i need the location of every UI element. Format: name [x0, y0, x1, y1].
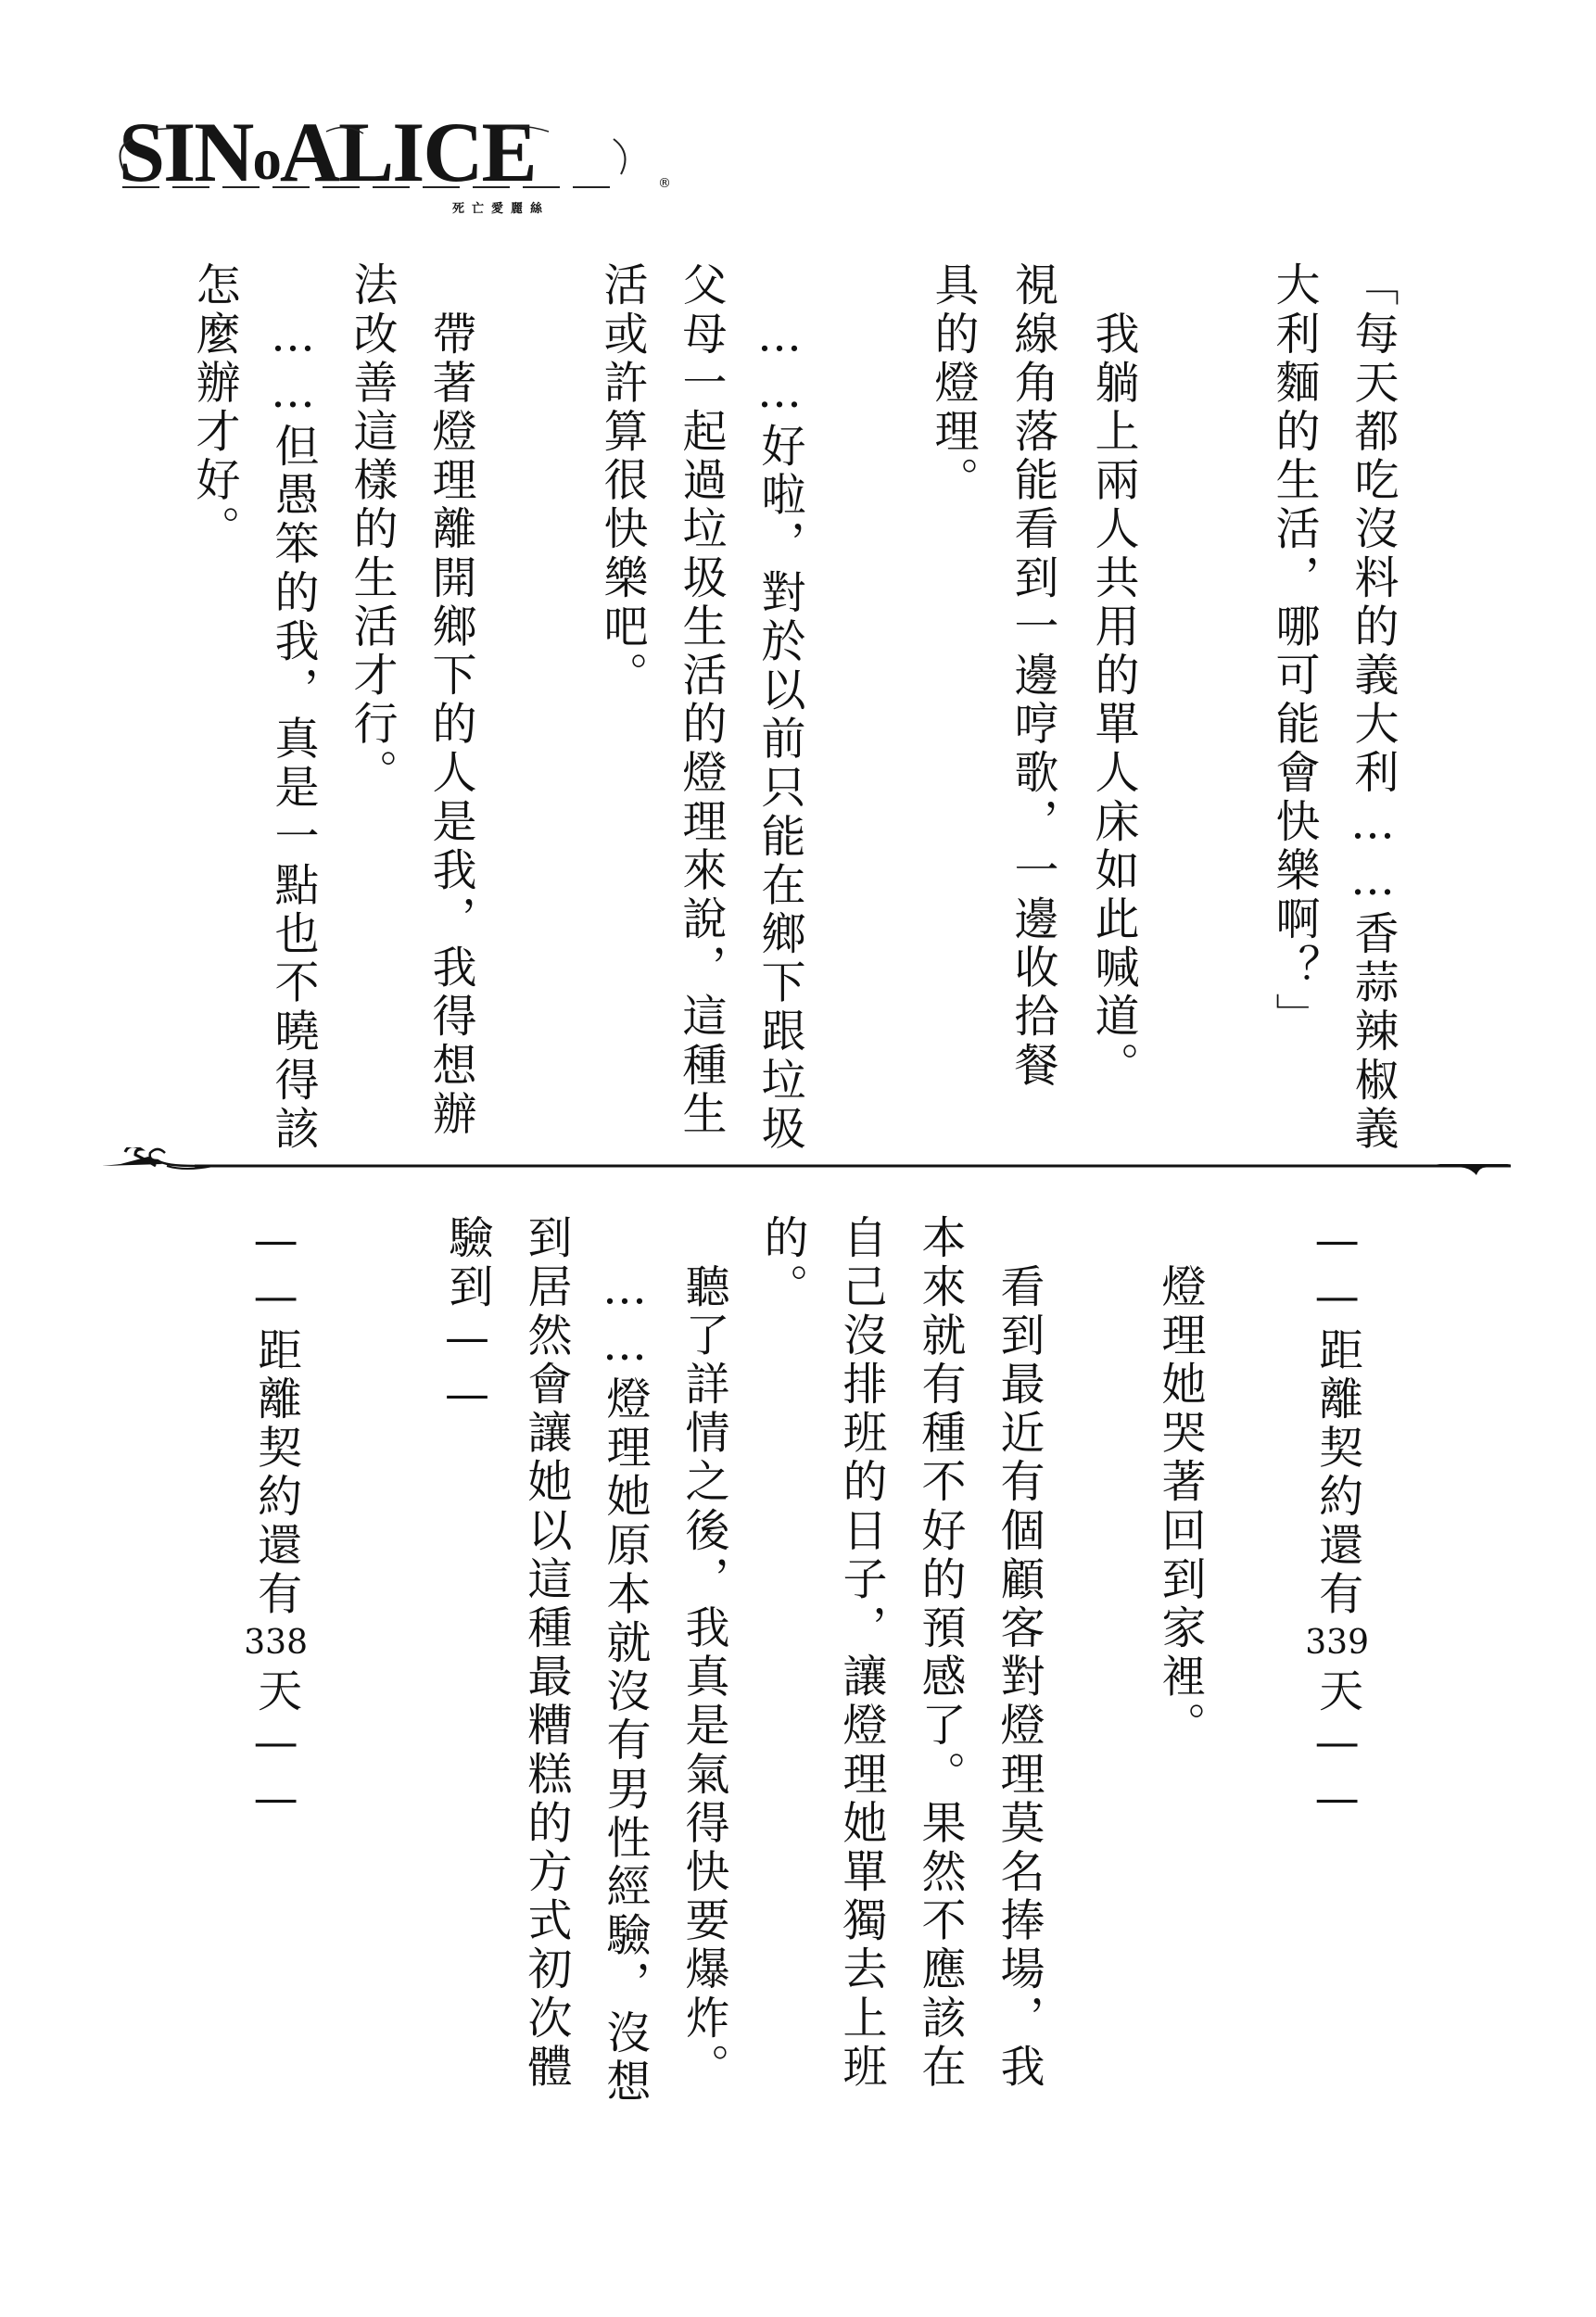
- registered-mark: ®: [658, 176, 671, 191]
- text-column: 具的燈理。: [927, 261, 979, 505]
- text-column: 視線角落能看到一邊哼歌，一邊收拾餐: [1007, 261, 1058, 1091]
- countdown-heading-339: ——距離契約還有339天——: [1305, 1214, 1369, 1829]
- logo: [119, 105, 671, 216]
- text-column: 帶著燈理離開鄉下的人是我，我得想辦: [424, 261, 476, 1139]
- text-column: 我躺上兩人共用的單人床如此喊道。: [1087, 261, 1139, 1091]
- text-column: 驗到——: [441, 1214, 493, 1424]
- text-column: ……燈理她原本就沒有男性經驗，沒想: [599, 1214, 651, 2107]
- logo-subtitle: 死亡愛麗絲: [452, 202, 551, 216]
- text-column: 怎麼辦才好。: [188, 261, 240, 554]
- countdown-heading-338: ——距離契約還有338天——: [244, 1214, 308, 1829]
- text-column: 本來就有種不好的預感了。果然不應該在: [914, 1214, 966, 2092]
- ornamental-divider-icon: [93, 1147, 1520, 1194]
- text-column: ……好啦，對於以前只能在鄉下跟垃圾: [754, 261, 805, 1154]
- text-column: 到居然會讓她以這種最糟糕的方式初次體: [520, 1214, 572, 2092]
- text-column: ……但愚笨的我，真是一點也不曉得該: [267, 261, 319, 1154]
- text-column: 活或許算很快樂吧。: [596, 261, 648, 701]
- text-column: 法改善這樣的生活才行。: [346, 261, 398, 798]
- text-column: 看到最近有個顧客對燈理莫名捧場，我: [993, 1214, 1045, 2092]
- text-column: 的。: [756, 1214, 808, 1312]
- text-column: 自己沒排班的日子，讓燈理她單獨去上班: [835, 1214, 887, 2092]
- text-column: 聽了詳情之後，我真是氣得快要爆炸。: [678, 1214, 729, 2092]
- text-column: 「每天都吃沒料的義大利……香蒜辣椒義: [1347, 261, 1399, 1154]
- text-column: 父母一起過垃圾生活的燈理來說，這種生: [675, 261, 727, 1139]
- text-column: 大利麵的生活，哪可能會快樂啊？」: [1268, 261, 1320, 1042]
- text-column: 燈理她哭著回到家裡。: [1154, 1214, 1206, 1751]
- logo-title: SINoALICE: [119, 105, 536, 199]
